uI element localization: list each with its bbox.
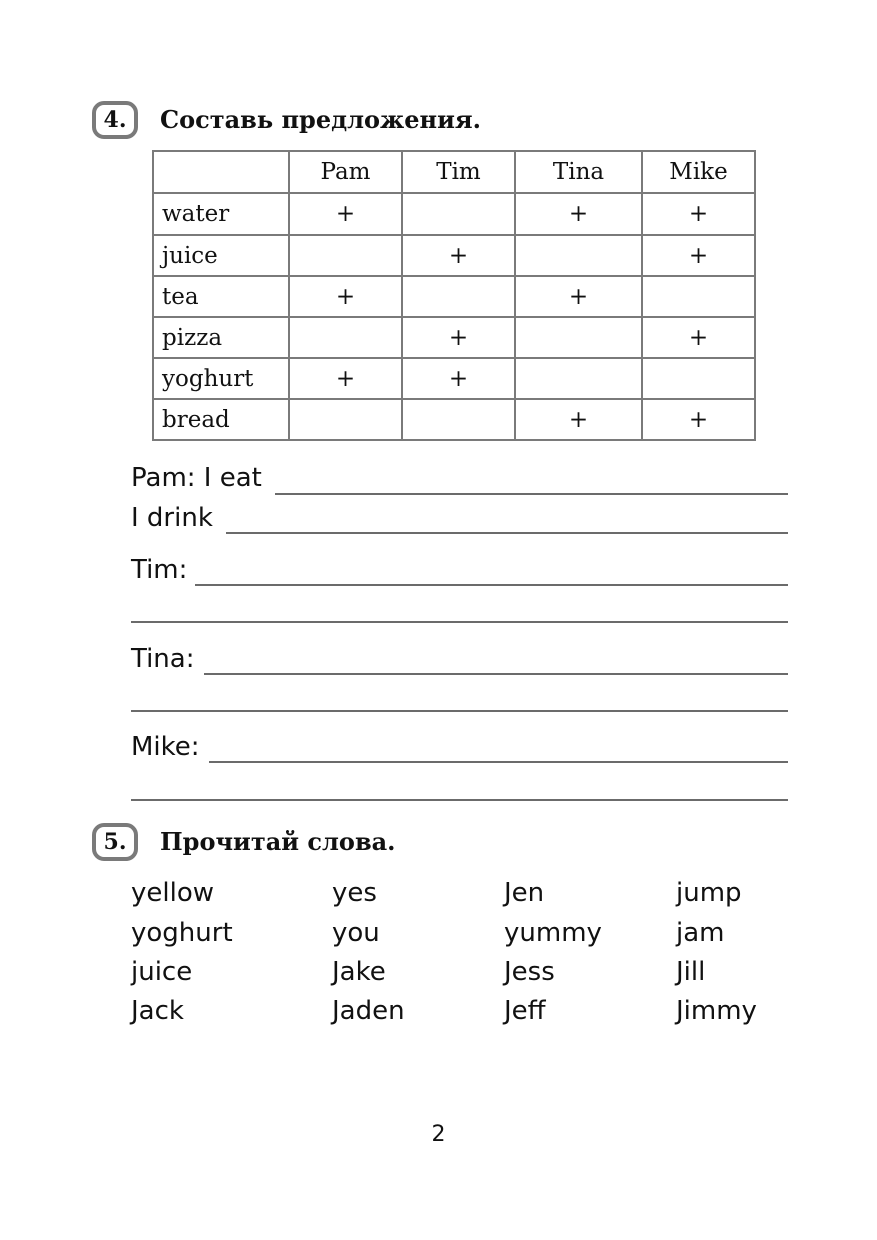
table-cell: +: [402, 358, 515, 399]
exercise-5-number-badge: [92, 823, 138, 861]
exercise-4-number: 4.: [103, 107, 127, 133]
table-row: [153, 276, 755, 317]
word-item: jump: [676, 878, 742, 908]
table-cell: [642, 276, 755, 317]
table-cell: +: [515, 193, 642, 235]
table-cell: +: [289, 276, 402, 317]
answer-line-mike[interactable]: [209, 761, 788, 763]
row-label-pizza: pizza: [153, 317, 289, 358]
row-label-water: water: [153, 193, 289, 235]
word-item: Jess: [504, 957, 555, 987]
column-header-pam: Pam: [289, 151, 402, 193]
answer-line-tina-2[interactable]: [131, 710, 788, 712]
prompt-tim: Tim:: [131, 555, 188, 585]
table-row: [153, 193, 755, 235]
word-item: Jen: [504, 878, 545, 908]
table-cell: [515, 358, 642, 399]
table-cell: [289, 317, 402, 358]
answer-line-pam-eat[interactable]: [275, 493, 788, 495]
table-header-row: [153, 151, 755, 193]
answer-line-tina[interactable]: [204, 673, 788, 675]
table-cell: +: [642, 193, 755, 235]
table-cell: [402, 276, 515, 317]
table-cell: +: [402, 235, 515, 276]
prompt-pam-eat: Pam: I eat: [131, 463, 262, 493]
word-item: you: [332, 918, 380, 948]
table-cell: +: [289, 193, 402, 235]
word-item: Jake: [332, 957, 386, 987]
answer-line-pam-drink[interactable]: [226, 532, 788, 534]
table-cell: [642, 358, 755, 399]
prompt-pam-drink: I drink: [131, 503, 213, 533]
word-item: yoghurt: [131, 918, 233, 948]
column-header-mike: Mike: [642, 151, 755, 193]
prompt-mike: Mike:: [131, 732, 200, 762]
row-label-yoghurt: yoghurt: [153, 358, 289, 399]
exercise-4-number-badge: [92, 101, 138, 139]
table-row: [153, 317, 755, 358]
word-item: Jack: [131, 996, 184, 1026]
answer-line-mike-2[interactable]: [131, 799, 788, 801]
word-item: Jill: [676, 957, 706, 987]
answer-line-tim-2[interactable]: [131, 621, 788, 623]
table-cell: [402, 399, 515, 440]
word-item: Jeff: [504, 996, 546, 1026]
table-cell: +: [642, 399, 755, 440]
page-number: 2: [431, 1122, 446, 1147]
table-corner-cell: [153, 151, 289, 193]
table-cell: [402, 193, 515, 235]
table-cell: +: [289, 358, 402, 399]
table-cell: [289, 235, 402, 276]
exercise-5-title: Прочитай слова.: [160, 827, 396, 856]
table-cell: [515, 235, 642, 276]
table-cell: +: [515, 399, 642, 440]
column-header-tim: Tim: [402, 151, 515, 193]
table-row: [153, 399, 755, 440]
table-cell: +: [515, 276, 642, 317]
table-cell: +: [402, 317, 515, 358]
word-item: Jaden: [332, 996, 405, 1026]
word-item: Jimmy: [676, 996, 757, 1026]
word-item: jam: [676, 918, 725, 948]
answer-line-tim[interactable]: [195, 584, 788, 586]
row-label-bread: bread: [153, 399, 289, 440]
word-item: yes: [332, 878, 377, 908]
table-cell: [289, 399, 402, 440]
exercise-5-number: 5.: [103, 829, 127, 855]
table-cell: +: [642, 235, 755, 276]
row-label-juice: juice: [153, 235, 289, 276]
table-cell: +: [642, 317, 755, 358]
column-header-tina: Tina: [515, 151, 642, 193]
table-cell: [515, 317, 642, 358]
food-table: [152, 150, 756, 441]
prompt-tina: Tina:: [131, 644, 195, 674]
table-row: [153, 358, 755, 399]
word-item: yummy: [504, 918, 602, 948]
word-item: juice: [131, 957, 193, 987]
word-item: yellow: [131, 878, 215, 908]
table-row: [153, 235, 755, 276]
row-label-tea: tea: [153, 276, 289, 317]
exercise-4-title: Составь предложения.: [160, 105, 481, 134]
